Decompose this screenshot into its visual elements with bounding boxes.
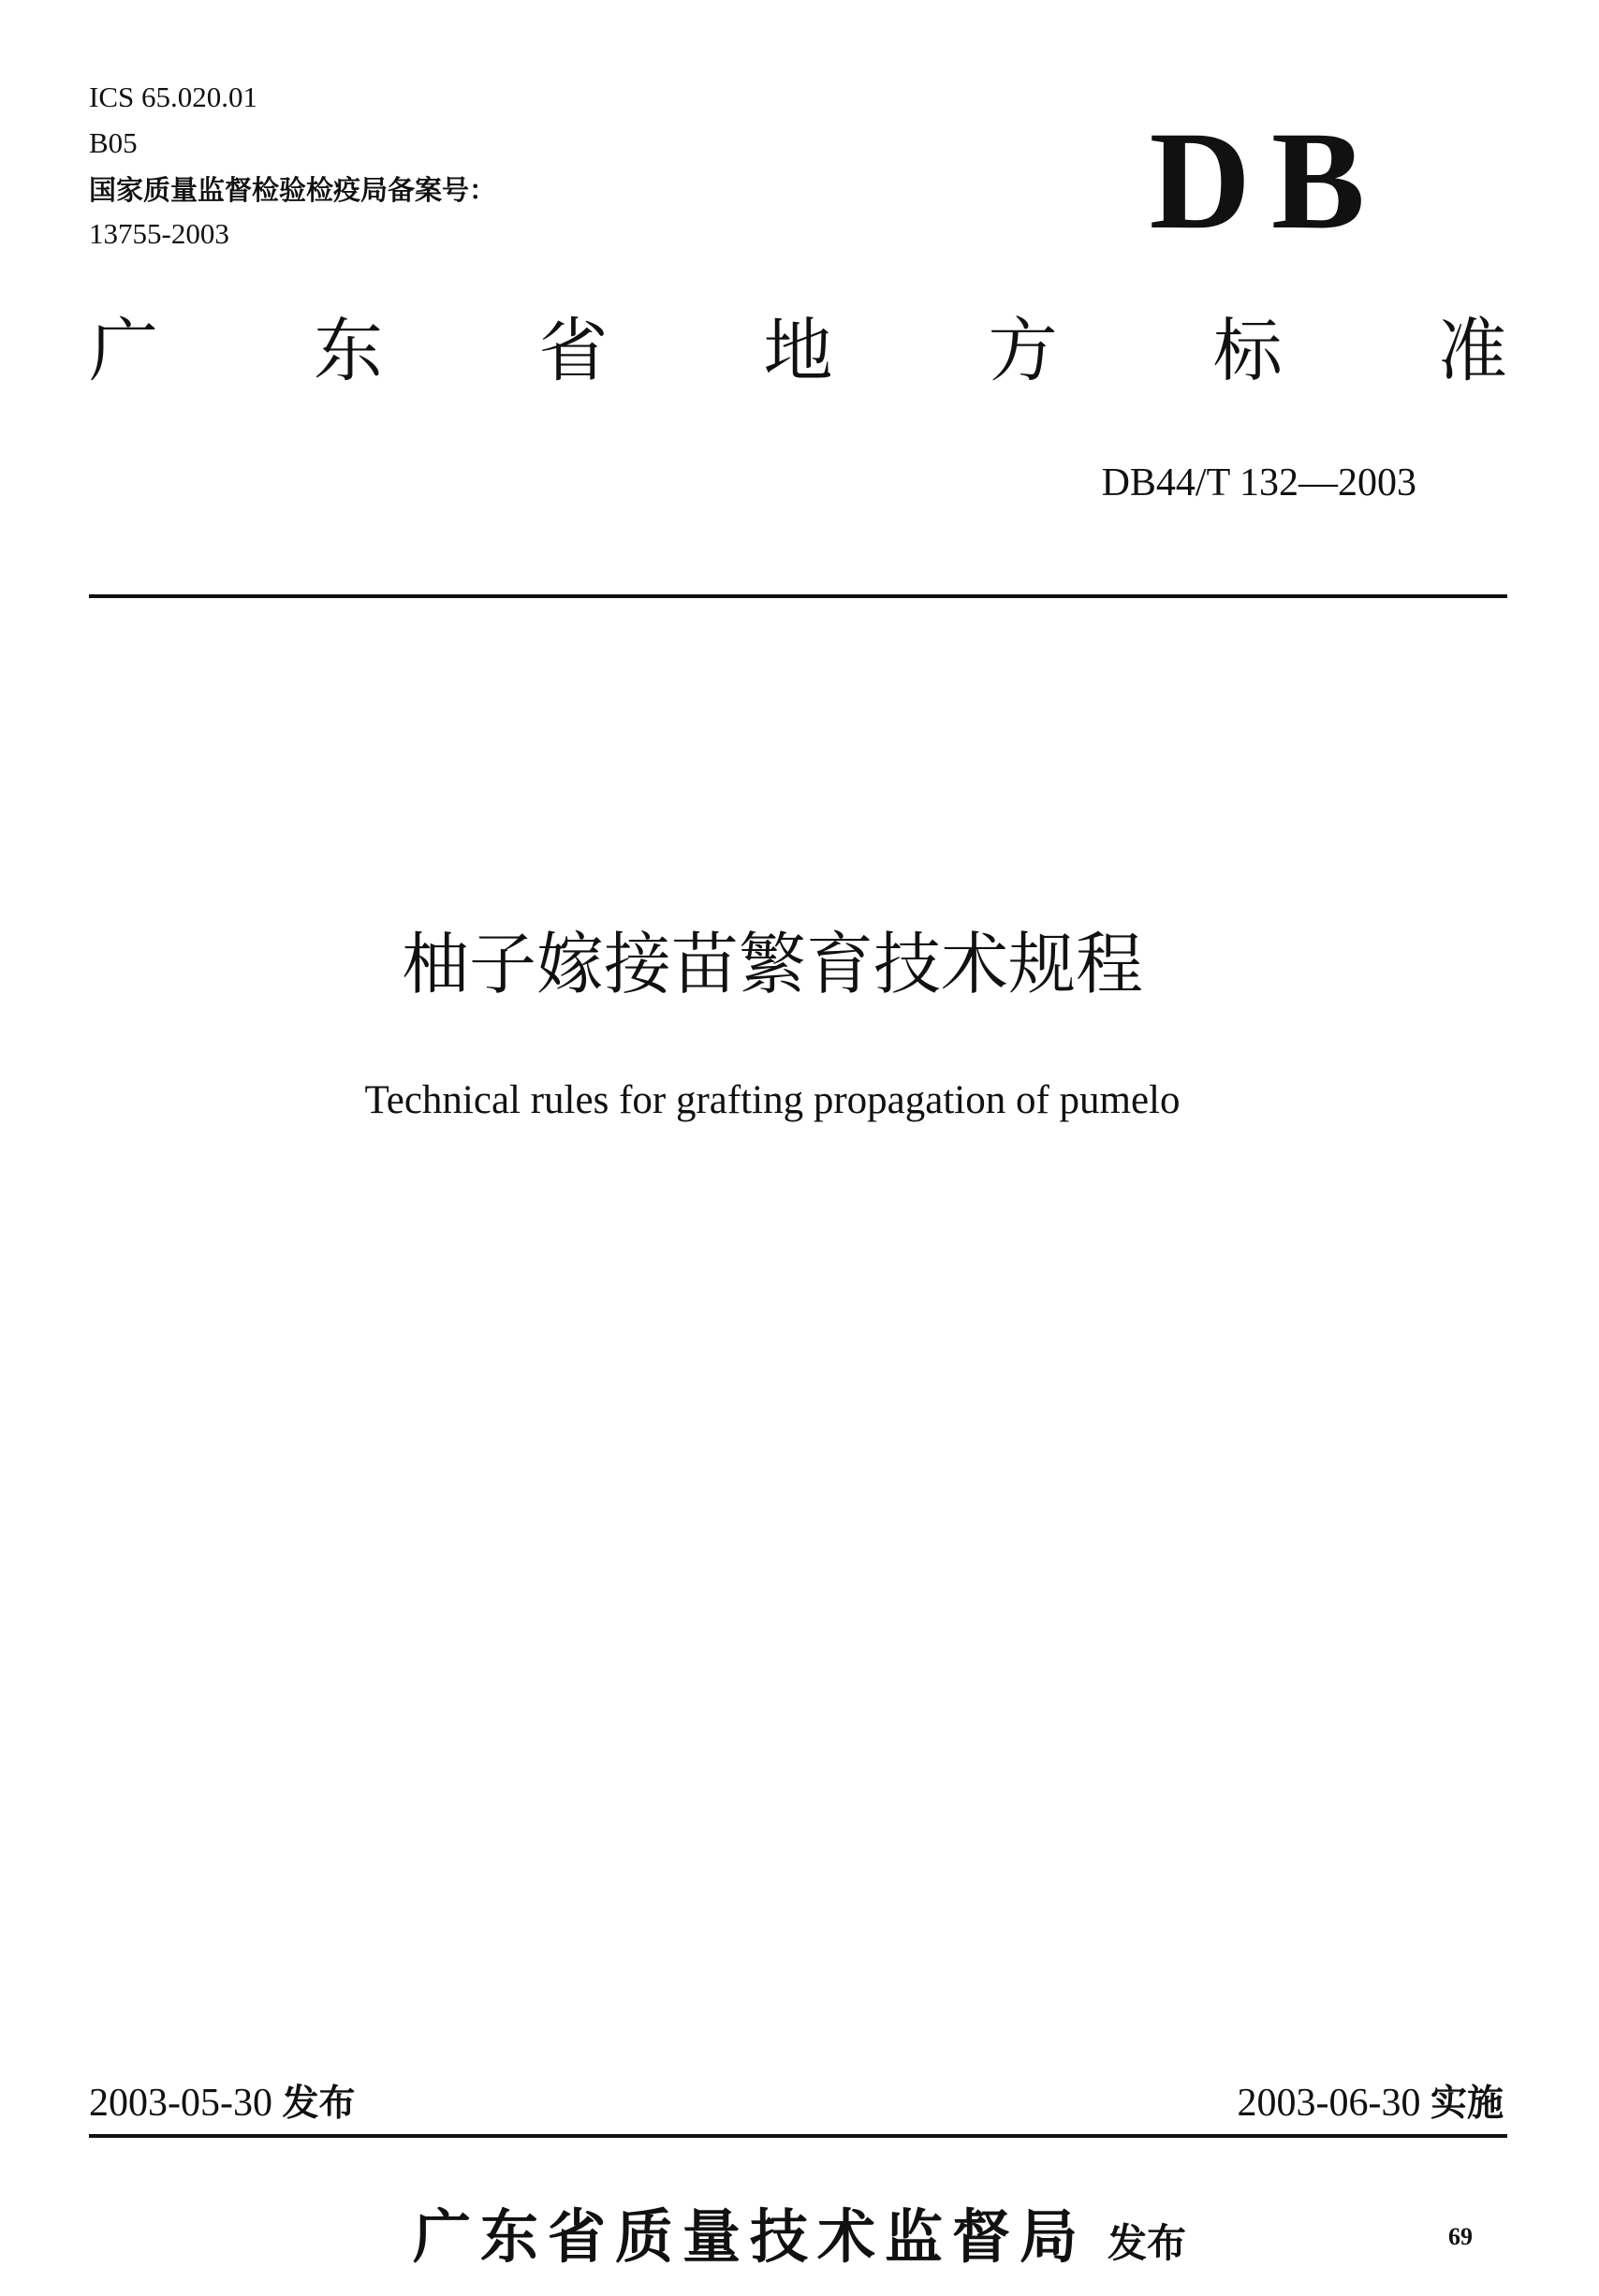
issuer-name: 广东省质量技术监督局 <box>412 2202 1087 2271</box>
standard-type-char: 标 <box>1212 311 1283 391</box>
implement-label: 实施 <box>1430 2083 1504 2125</box>
standard-number: DB44/T 132—2003 <box>1101 461 1416 505</box>
page-number: 69 <box>1448 2223 1473 2250</box>
standard-type-char: 省 <box>538 311 609 391</box>
publish-label: 发布 <box>282 2083 356 2125</box>
standard-type-char: 地 <box>763 311 833 391</box>
ccs-code: B05 <box>89 126 138 159</box>
top-divider <box>89 594 1507 598</box>
implement-date-line <box>1238 2080 1504 2128</box>
standard-type-char: 东 <box>314 311 384 391</box>
record-label: 国家质量监督检验检疫局备案号： <box>89 174 497 206</box>
title-english: Technical rules for grafting propagation of pumelo <box>364 1078 1181 1122</box>
title-chinese: 柚子嫁接苗繁育技术规程 <box>401 925 1143 1003</box>
issuer-suffix: 发布 <box>1108 2220 1187 2266</box>
standard-type-char: 方 <box>988 311 1058 391</box>
ics-code: ICS 65.020.01 <box>89 80 257 113</box>
db-logo: DB <box>1149 103 1386 258</box>
publish-date: 2003-05-30 <box>89 2082 272 2125</box>
standard-type-heading <box>89 309 1507 393</box>
implement-date: 2003-06-30 <box>1237 2082 1421 2125</box>
record-number: 13755-2003 <box>89 217 229 250</box>
bottom-divider <box>89 2134 1507 2138</box>
publish-date-line <box>89 2080 356 2128</box>
standard-type-char: 准 <box>1437 311 1507 391</box>
standard-type-char: 广 <box>89 311 158 391</box>
issuer-line <box>0 2190 1599 2274</box>
